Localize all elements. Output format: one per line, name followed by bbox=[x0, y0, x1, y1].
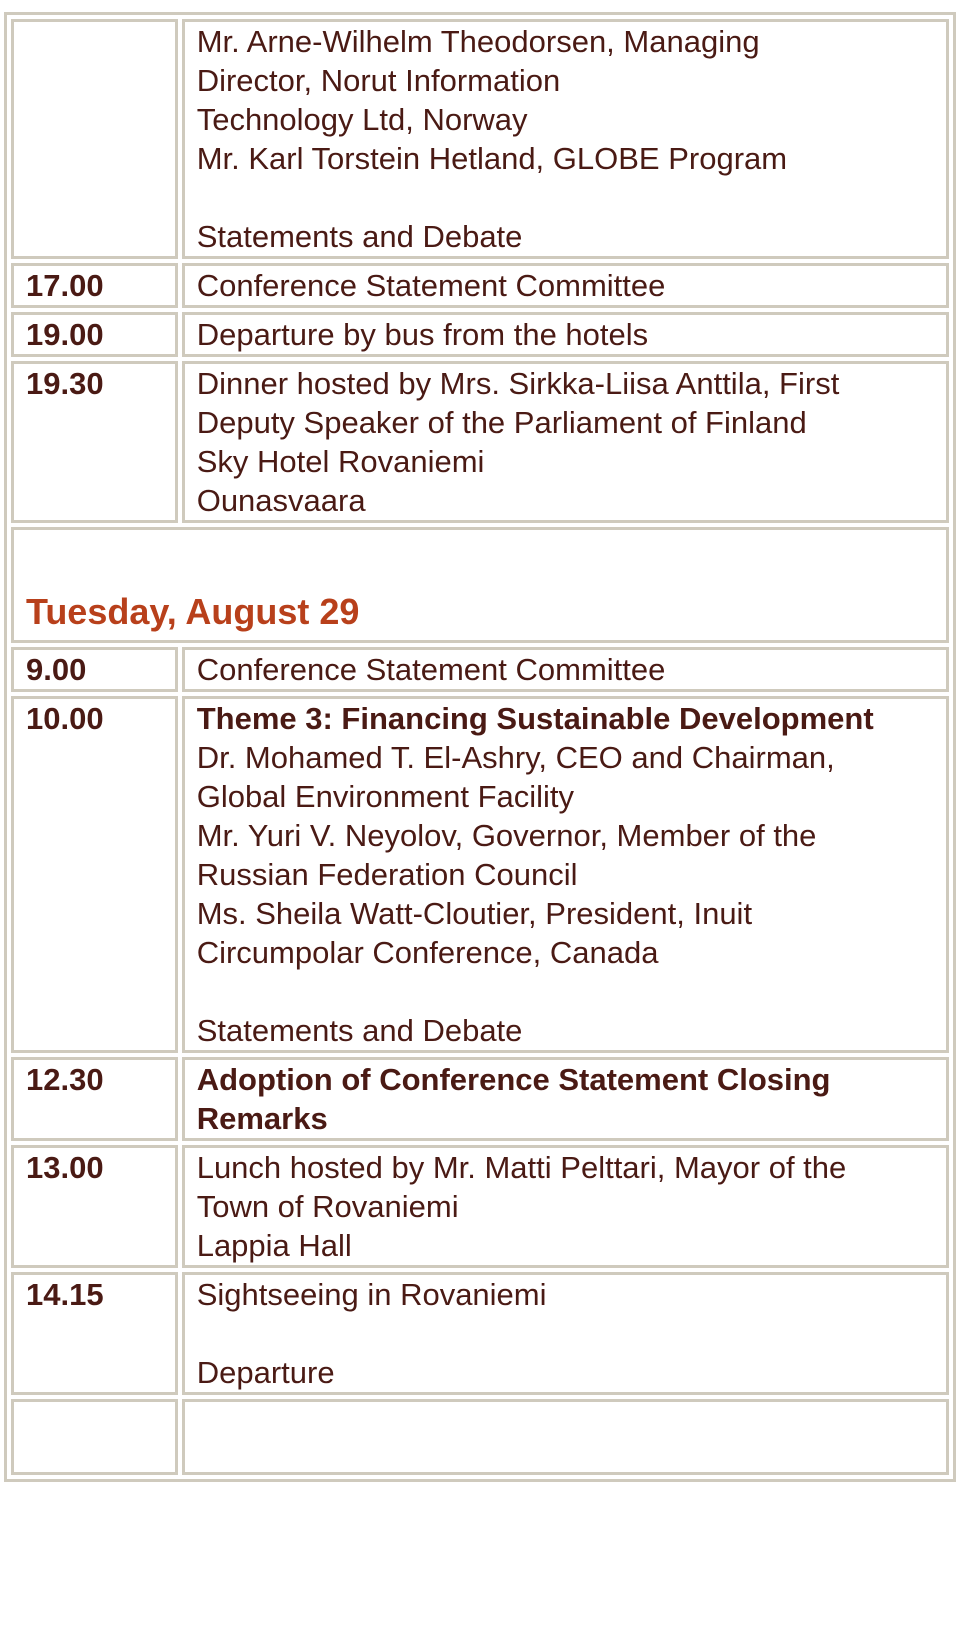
table-row bbox=[11, 696, 949, 1053]
table-row bbox=[11, 361, 949, 523]
table-row bbox=[11, 263, 949, 308]
day-heading-cell bbox=[11, 527, 949, 643]
description-line: Town of Rovaniemi bbox=[196, 1189, 459, 1224]
description-line: Dinner hosted by Mrs. Sirkka-Liisa Anttila, First bbox=[196, 366, 840, 401]
description-line: Lappia Hall bbox=[196, 1228, 352, 1263]
table-row bbox=[11, 19, 949, 259]
description-line: Deputy Speaker of the Parliament of Finland bbox=[196, 405, 807, 440]
session-title-line: Remarks bbox=[196, 1101, 328, 1136]
time-cell bbox=[11, 1399, 178, 1475]
time-cell: 14.15 bbox=[11, 1272, 178, 1395]
spacer bbox=[197, 1314, 936, 1353]
theme-title: Theme 3: Financing Sustainable Development bbox=[196, 701, 874, 736]
speaker-line: Russian Federation Council bbox=[196, 857, 578, 892]
time-cell: 10.00 bbox=[11, 696, 178, 1053]
spacer bbox=[197, 178, 936, 217]
description-cell bbox=[182, 1145, 949, 1268]
description-line: Sightseeing in Rovaniemi bbox=[196, 1277, 547, 1312]
description-cell bbox=[182, 1399, 949, 1475]
description-line: Ounasvaara bbox=[196, 483, 366, 518]
speaker-line: Mr. Yuri V. Neyolov, Governor, Member of the bbox=[196, 818, 817, 853]
session-title-line: Adoption of Conference Statement Closing bbox=[196, 1062, 831, 1097]
spacer bbox=[197, 972, 936, 1011]
description-cell bbox=[182, 696, 949, 1053]
time-cell: 19.30 bbox=[11, 361, 178, 523]
session-note: Statements and Debate bbox=[196, 1013, 523, 1048]
time-cell: 12.30 bbox=[11, 1057, 178, 1141]
day-heading-row bbox=[11, 527, 949, 643]
description-cell bbox=[182, 1272, 949, 1395]
speaker-line: Global Environment Facility bbox=[196, 779, 575, 814]
speaker-line: Dr. Mohamed T. El-Ashry, CEO and Chairman, bbox=[196, 740, 835, 775]
time-cell: 13.00 bbox=[11, 1145, 178, 1268]
description-cell bbox=[182, 19, 949, 259]
table-row bbox=[11, 1057, 949, 1141]
speaker-line: Director, Norut Information bbox=[196, 63, 561, 98]
speaker-line: Mr. Karl Torstein Hetland, GLOBE Program bbox=[196, 141, 788, 176]
empty-row bbox=[11, 1399, 949, 1475]
table-row bbox=[11, 647, 949, 692]
speaker-line: Ms. Sheila Watt-Cloutier, President, Inuit bbox=[196, 896, 753, 931]
time-cell bbox=[11, 19, 178, 259]
time-cell: 9.00 bbox=[11, 647, 178, 692]
table-row bbox=[11, 1272, 949, 1395]
session-note: Departure bbox=[196, 1355, 335, 1390]
table-row bbox=[11, 312, 949, 357]
time-cell: 17.00 bbox=[11, 263, 178, 308]
day-heading: Tuesday, August 29 bbox=[26, 591, 360, 632]
description-cell: Departure by bus from the hotels bbox=[182, 312, 949, 357]
speaker-line: Circumpolar Conference, Canada bbox=[196, 935, 659, 970]
description-line: Lunch hosted by Mr. Matti Pelttari, Mayor of the bbox=[196, 1150, 847, 1185]
agenda-table bbox=[4, 12, 956, 1482]
table-row bbox=[11, 1145, 949, 1268]
description-cell: Conference Statement Committee bbox=[182, 647, 949, 692]
time-cell: 19.00 bbox=[11, 312, 178, 357]
speaker-line: Mr. Arne-Wilhelm Theodorsen, Managing bbox=[196, 24, 760, 59]
session-note: Statements and Debate bbox=[196, 219, 523, 254]
speaker-line: Technology Ltd, Norway bbox=[196, 102, 528, 137]
description-line: Sky Hotel Rovaniemi bbox=[196, 444, 485, 479]
description-cell bbox=[182, 1057, 949, 1141]
description-cell: Conference Statement Committee bbox=[182, 263, 949, 308]
description-cell bbox=[182, 361, 949, 523]
